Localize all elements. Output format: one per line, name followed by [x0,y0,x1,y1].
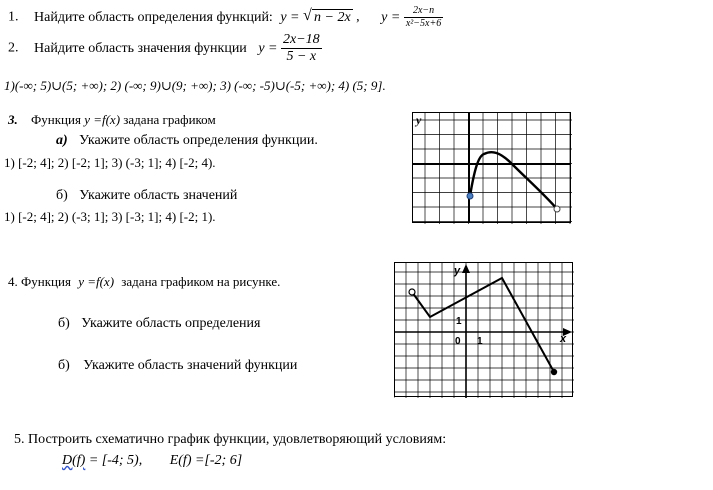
q1-sqrt [303,6,353,26]
sqrt-symbol-icon: √ [303,6,312,24]
q2-lhs: y = [258,40,278,56]
q1-text: Найдите область определения функций: [34,9,273,25]
q4-graph-frame [395,263,573,397]
q4-graph-one-y-label: 1 [456,316,462,327]
q3-graph-closed-point [467,193,473,199]
q1-f1-lhs: y = [280,9,300,25]
q4-graph-one-x-label: 1 [477,336,483,347]
q4-func: y =f(x) [78,274,115,289]
q3-graph [412,112,572,224]
q5-d-label: D(f) [62,453,86,468]
q4-graph-y-label: y [454,265,461,277]
q3-text: Функция [31,112,81,127]
q4-b2-label: б) [58,358,70,373]
q3-b-text: Укажите область значений [79,188,238,203]
q3-text2: задана графиком [123,112,216,127]
q1-separator: , [356,9,360,25]
q1-number: 1. [8,9,19,25]
q2-text: Найдите область значения функции [34,40,247,56]
q3-b-row [56,188,237,204]
q1-f2-lhs: y = [381,9,401,25]
q5-number: 5. [14,432,25,447]
q4-b1-text: Укажите область определения [81,316,261,331]
q1-f1-radicand: n − 2x [314,9,351,25]
question-5-title [14,432,446,448]
q3-a-label: а) [56,133,68,148]
q4-text2: задана графиком на рисунке. [121,274,281,289]
q3-graph-y-label: y [416,113,422,127]
q3-b-answers: 1) [-2; 4]; 2) (-3; 1]; 3) [-3; 1]; 4) [-2; 1). [4,209,216,224]
q2-answers: 1)(-∞; 5)∪(5; +∞); 2) (-∞; 9)∪(9; +∞); 3) (-∞; -5)∪(-5; +∞); 4) (5; 9]. [4,78,386,93]
q4-b2-text: Укажите область значений функции [83,358,298,373]
question-3-title [8,112,216,128]
q3-a-row [56,133,318,149]
q5-e-value: =[-2; 6] [191,453,243,468]
q4-text: Функция [21,274,71,289]
q3-number: 3. [8,112,18,127]
q5-conditions [62,453,242,469]
q3-graph-open-point [554,206,560,212]
q5-d-value: = [-4; 5), [85,453,143,468]
q4-b1-label: б) [58,316,70,331]
q3-b-label: б) [56,188,68,203]
q3-graph-frame [413,113,571,223]
q4-b2-row [58,358,297,374]
question-2 [8,33,322,64]
q3-a-answers: 1) [-2; 4]; 2) [-2; 1]; 3) (-3; 1]; 4) [-2; 4). [4,155,216,170]
q2-denominator: 5 − x [286,49,317,64]
q1-f2-numerator: 2x−n [404,6,443,18]
q4-number: 4. [8,274,18,289]
q4-graph-closed-point [551,369,557,375]
q2-fraction [281,33,322,64]
q4-graph-zero-label: 0 [455,336,461,347]
question-4-title [8,274,280,290]
q4-graph [394,262,574,398]
q4-graph-open-point [409,289,415,295]
q4-graph-x-label: x [560,333,567,345]
q3-func: y =f(x) [84,112,121,127]
q1-f2-denominator: x²−5x+6 [405,18,442,29]
question-1 [8,6,443,29]
q2-numerator: 2x−18 [282,32,320,47]
q3-a-text: Укажите область определения функции. [79,133,318,148]
q5-text: Построить схематично график функции, удовлетворяющий условиям: [28,432,447,447]
q4-b1-row [58,316,260,332]
q2-number: 2. [8,40,19,56]
q1-f2-fraction [404,6,443,29]
q5-e-label: E(f) [169,453,192,468]
